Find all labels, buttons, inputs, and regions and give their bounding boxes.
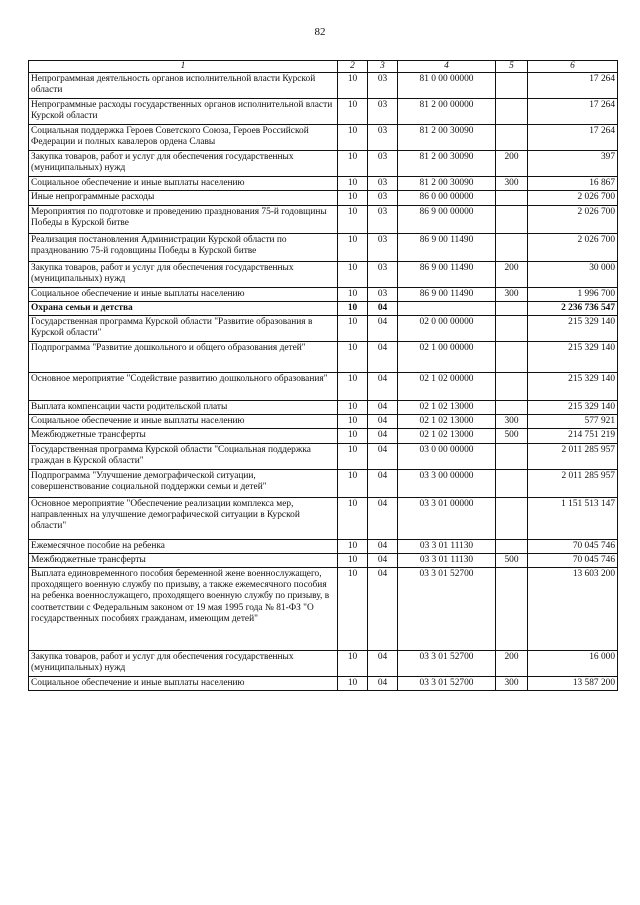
page-number: 82 — [314, 26, 326, 38]
cell-section: 10 — [338, 287, 368, 301]
cell-name: Межбюджетные трансферты — [29, 429, 338, 443]
cell-target-article: 86 0 00 00000 — [398, 191, 496, 205]
cell-expense-type — [496, 205, 528, 233]
cell-name: Реализация постановления Администрации Курской области по празднованию 75-й годовщины Победы в Курской битве — [29, 233, 338, 261]
cell-amount: 2 011 285 957 — [528, 443, 618, 469]
table-row — [29, 373, 618, 401]
cell-target-article: 86 9 00 11490 — [398, 233, 496, 261]
cell-amount: 2 236 736 547 — [528, 301, 618, 315]
cell-expense-type — [496, 301, 528, 315]
table-row — [29, 177, 618, 191]
cell-expense-type: 300 — [496, 177, 528, 191]
cell-expense-type — [496, 342, 528, 373]
cell-section: 10 — [338, 497, 368, 539]
cell-section: 10 — [338, 568, 368, 651]
cell-amount: 2 026 700 — [528, 191, 618, 205]
cell-name: Социальное обеспечение и иные выплаты населению — [29, 415, 338, 429]
cell-name: Непрограммные расходы государственных органов исполнительной власти Курской области — [29, 99, 338, 125]
cell-section: 10 — [338, 553, 368, 567]
table-row — [29, 553, 618, 567]
cell-target-article: 86 9 00 11490 — [398, 261, 496, 287]
cell-name: Выплата единовременного пособия беременной жене военнослужащего, проходящего военную службу по призыву, а также ежемесячного пособия на ребенка военнослужащего, проходящего военную службу по призыву, в соответствии с Федеральным законом от 19 мая 1995 года № 81-ФЗ "О государственных пособиях гражданам, имеющим детей" — [29, 568, 338, 651]
cell-expense-type — [496, 568, 528, 651]
cell-name: Социальное обеспечение и иные выплаты населению — [29, 677, 338, 691]
cell-amount: 17 264 — [528, 73, 618, 99]
cell-section: 10 — [338, 539, 368, 553]
cell-section: 10 — [338, 73, 368, 99]
table-row — [29, 125, 618, 151]
cell-target-article: 81 2 00 30090 — [398, 151, 496, 177]
cell-target-article — [398, 301, 496, 315]
cell-target-article: 86 9 00 11490 — [398, 287, 496, 301]
cell-subsection: 03 — [368, 205, 398, 233]
cell-amount: 397 — [528, 151, 618, 177]
cell-subsection: 03 — [368, 261, 398, 287]
cell-target-article: 02 0 00 00000 — [398, 316, 496, 342]
cell-target-article: 03 3 01 00000 — [398, 497, 496, 539]
cell-amount: 70 045 746 — [528, 539, 618, 553]
cell-name: Подпрограмма "Развитие дошкольного и общего образования детей" — [29, 342, 338, 373]
cell-subsection: 04 — [368, 497, 398, 539]
cell-subsection: 04 — [368, 553, 398, 567]
cell-target-article: 03 3 01 52700 — [398, 568, 496, 651]
column-header-section: 2 — [338, 61, 368, 73]
cell-subsection: 04 — [368, 568, 398, 651]
cell-amount: 17 264 — [528, 125, 618, 151]
cell-target-article: 02 1 02 00000 — [398, 373, 496, 401]
cell-amount: 2 026 700 — [528, 205, 618, 233]
cell-target-article: 03 3 01 52700 — [398, 677, 496, 691]
cell-name: Закупка товаров, работ и услуг для обеспечения государственных (муниципальных) нужд — [29, 151, 338, 177]
cell-target-article: 02 1 02 13000 — [398, 401, 496, 415]
cell-target-article: 81 0 00 00000 — [398, 73, 496, 99]
cell-subsection: 04 — [368, 415, 398, 429]
cell-target-article: 81 2 00 30090 — [398, 125, 496, 151]
cell-target-article: 02 1 02 13000 — [398, 415, 496, 429]
cell-name: Государственная программа Курской области "Развитие образования в Курской области" — [29, 316, 338, 342]
cell-expense-type — [496, 497, 528, 539]
cell-expense-type — [496, 73, 528, 99]
cell-target-article: 03 3 01 11130 — [398, 553, 496, 567]
cell-subsection: 04 — [368, 651, 398, 677]
cell-section: 10 — [338, 677, 368, 691]
cell-section: 10 — [338, 401, 368, 415]
cell-subsection: 03 — [368, 99, 398, 125]
cell-target-article: 02 1 02 13000 — [398, 429, 496, 443]
budget-table — [28, 60, 618, 691]
cell-name: Непрограммная деятельность органов исполнительной власти Курской области — [29, 73, 338, 99]
cell-name: Основное мероприятие "Содействие развитию дошкольного образования" — [29, 373, 338, 401]
cell-subsection: 03 — [368, 125, 398, 151]
cell-subsection: 03 — [368, 287, 398, 301]
table-row — [29, 401, 618, 415]
cell-name: Закупка товаров, работ и услуг для обеспечения государственных (муниципальных) нужд — [29, 651, 338, 677]
table-row — [29, 342, 618, 373]
cell-expense-type — [496, 191, 528, 205]
cell-subsection: 04 — [368, 443, 398, 469]
cell-name: Охрана семьи и детства — [29, 301, 338, 315]
table-row — [29, 233, 618, 261]
column-header-subsection: 3 — [368, 61, 398, 73]
cell-amount: 2 011 285 957 — [528, 469, 618, 497]
cell-section: 10 — [338, 177, 368, 191]
table-row — [29, 73, 618, 99]
cell-target-article: 03 0 00 00000 — [398, 443, 496, 469]
cell-section: 10 — [338, 316, 368, 342]
cell-amount: 1 151 513 147 — [528, 497, 618, 539]
table-row — [29, 316, 618, 342]
cell-name: Государственная программа Курской области "Социальная поддержка граждан в Курской области" — [29, 443, 338, 469]
cell-target-article: 03 3 00 00000 — [398, 469, 496, 497]
cell-section: 10 — [338, 342, 368, 373]
header-row — [29, 61, 618, 73]
table-row — [29, 568, 618, 651]
cell-name: Мероприятия по подготовке и проведению празднования 75-й годовщины Победы в Курской битве — [29, 205, 338, 233]
cell-subsection: 04 — [368, 316, 398, 342]
cell-amount: 215 329 140 — [528, 401, 618, 415]
cell-section: 10 — [338, 301, 368, 315]
cell-expense-type — [496, 99, 528, 125]
cell-expense-type — [496, 469, 528, 497]
cell-subsection: 04 — [368, 469, 398, 497]
cell-subsection: 04 — [368, 429, 398, 443]
cell-name: Подпрограмма "Улучшение демографической ситуации, совершенствование социальной поддержки семьи и детей" — [29, 469, 338, 497]
cell-subsection: 04 — [368, 401, 398, 415]
cell-subsection: 03 — [368, 73, 398, 99]
cell-name: Выплата компенсации части родительской платы — [29, 401, 338, 415]
cell-section: 10 — [338, 233, 368, 261]
cell-section: 10 — [338, 429, 368, 443]
cell-name: Иные непрограммные расходы — [29, 191, 338, 205]
cell-section: 10 — [338, 469, 368, 497]
cell-expense-type: 500 — [496, 553, 528, 567]
cell-amount: 214 751 219 — [528, 429, 618, 443]
table-row — [29, 677, 618, 691]
cell-amount: 17 264 — [528, 99, 618, 125]
cell-amount: 215 329 140 — [528, 316, 618, 342]
column-header-name: 1 — [29, 61, 338, 73]
cell-amount: 1 996 700 — [528, 287, 618, 301]
cell-name: Ежемесячное пособие на ребенка — [29, 539, 338, 553]
cell-amount: 215 329 140 — [528, 342, 618, 373]
cell-expense-type — [496, 125, 528, 151]
table-row — [29, 261, 618, 287]
cell-section: 10 — [338, 99, 368, 125]
table-row — [29, 287, 618, 301]
cell-amount: 2 026 700 — [528, 233, 618, 261]
column-header-target-article: 4 — [398, 61, 496, 73]
cell-expense-type — [496, 233, 528, 261]
cell-amount: 13 587 200 — [528, 677, 618, 691]
cell-subsection: 04 — [368, 373, 398, 401]
cell-name: Социальное обеспечение и иные выплаты населению — [29, 287, 338, 301]
cell-expense-type — [496, 443, 528, 469]
table-row — [29, 497, 618, 539]
cell-amount: 577 921 — [528, 415, 618, 429]
cell-amount: 16 867 — [528, 177, 618, 191]
cell-section: 10 — [338, 443, 368, 469]
cell-subsection: 04 — [368, 539, 398, 553]
cell-name: Социальная поддержка Героев Советского Союза, Героев Российской Федерации и полных кавалеров ордена Славы — [29, 125, 338, 151]
cell-name: Закупка товаров, работ и услуг для обеспечения государственных (муниципальных) нужд — [29, 261, 338, 287]
table-row — [29, 415, 618, 429]
cell-amount: 70 045 746 — [528, 553, 618, 567]
cell-target-article: 86 9 00 00000 — [398, 205, 496, 233]
cell-expense-type — [496, 539, 528, 553]
cell-name: Межбюджетные трансферты — [29, 553, 338, 567]
cell-expense-type — [496, 401, 528, 415]
cell-subsection: 04 — [368, 677, 398, 691]
cell-section: 10 — [338, 125, 368, 151]
cell-expense-type: 200 — [496, 261, 528, 287]
cell-name: Основное мероприятие "Обеспечение реализации комплекса мер, направленных на улучшение демографической ситуации в Курской области" — [29, 497, 338, 539]
table-row — [29, 443, 618, 469]
cell-target-article: 03 3 01 11130 — [398, 539, 496, 553]
cell-amount: 16 000 — [528, 651, 618, 677]
cell-target-article: 03 3 01 52700 — [398, 651, 496, 677]
table-row — [29, 651, 618, 677]
cell-target-article: 81 2 00 30090 — [398, 177, 496, 191]
cell-subsection: 04 — [368, 342, 398, 373]
cell-amount: 215 329 140 — [528, 373, 618, 401]
cell-expense-type: 300 — [496, 415, 528, 429]
cell-subsection: 03 — [368, 151, 398, 177]
cell-subsection: 03 — [368, 233, 398, 261]
cell-subsection: 04 — [368, 301, 398, 315]
cell-expense-type: 200 — [496, 651, 528, 677]
cell-section: 10 — [338, 261, 368, 287]
column-header-expense-type: 5 — [496, 61, 528, 73]
cell-expense-type: 300 — [496, 287, 528, 301]
cell-subsection: 03 — [368, 177, 398, 191]
table-row — [29, 191, 618, 205]
cell-section: 10 — [338, 205, 368, 233]
table-row — [29, 301, 618, 315]
table-row — [29, 469, 618, 497]
table-row — [29, 205, 618, 233]
cell-section: 10 — [338, 415, 368, 429]
cell-subsection: 03 — [368, 191, 398, 205]
cell-amount: 13 603 200 — [528, 568, 618, 651]
column-header-amount: 6 — [528, 61, 618, 73]
cell-section: 10 — [338, 373, 368, 401]
cell-section: 10 — [338, 191, 368, 205]
cell-target-article: 81 2 00 00000 — [398, 99, 496, 125]
cell-expense-type: 300 — [496, 677, 528, 691]
table-row — [29, 429, 618, 443]
table-row — [29, 151, 618, 177]
cell-target-article: 02 1 00 00000 — [398, 342, 496, 373]
table-row — [29, 99, 618, 125]
cell-amount: 30 000 — [528, 261, 618, 287]
cell-section: 10 — [338, 651, 368, 677]
table-row — [29, 539, 618, 553]
cell-expense-type: 500 — [496, 429, 528, 443]
cell-expense-type — [496, 373, 528, 401]
cell-expense-type: 200 — [496, 151, 528, 177]
cell-expense-type — [496, 316, 528, 342]
cell-name: Социальное обеспечение и иные выплаты населению — [29, 177, 338, 191]
cell-section: 10 — [338, 151, 368, 177]
